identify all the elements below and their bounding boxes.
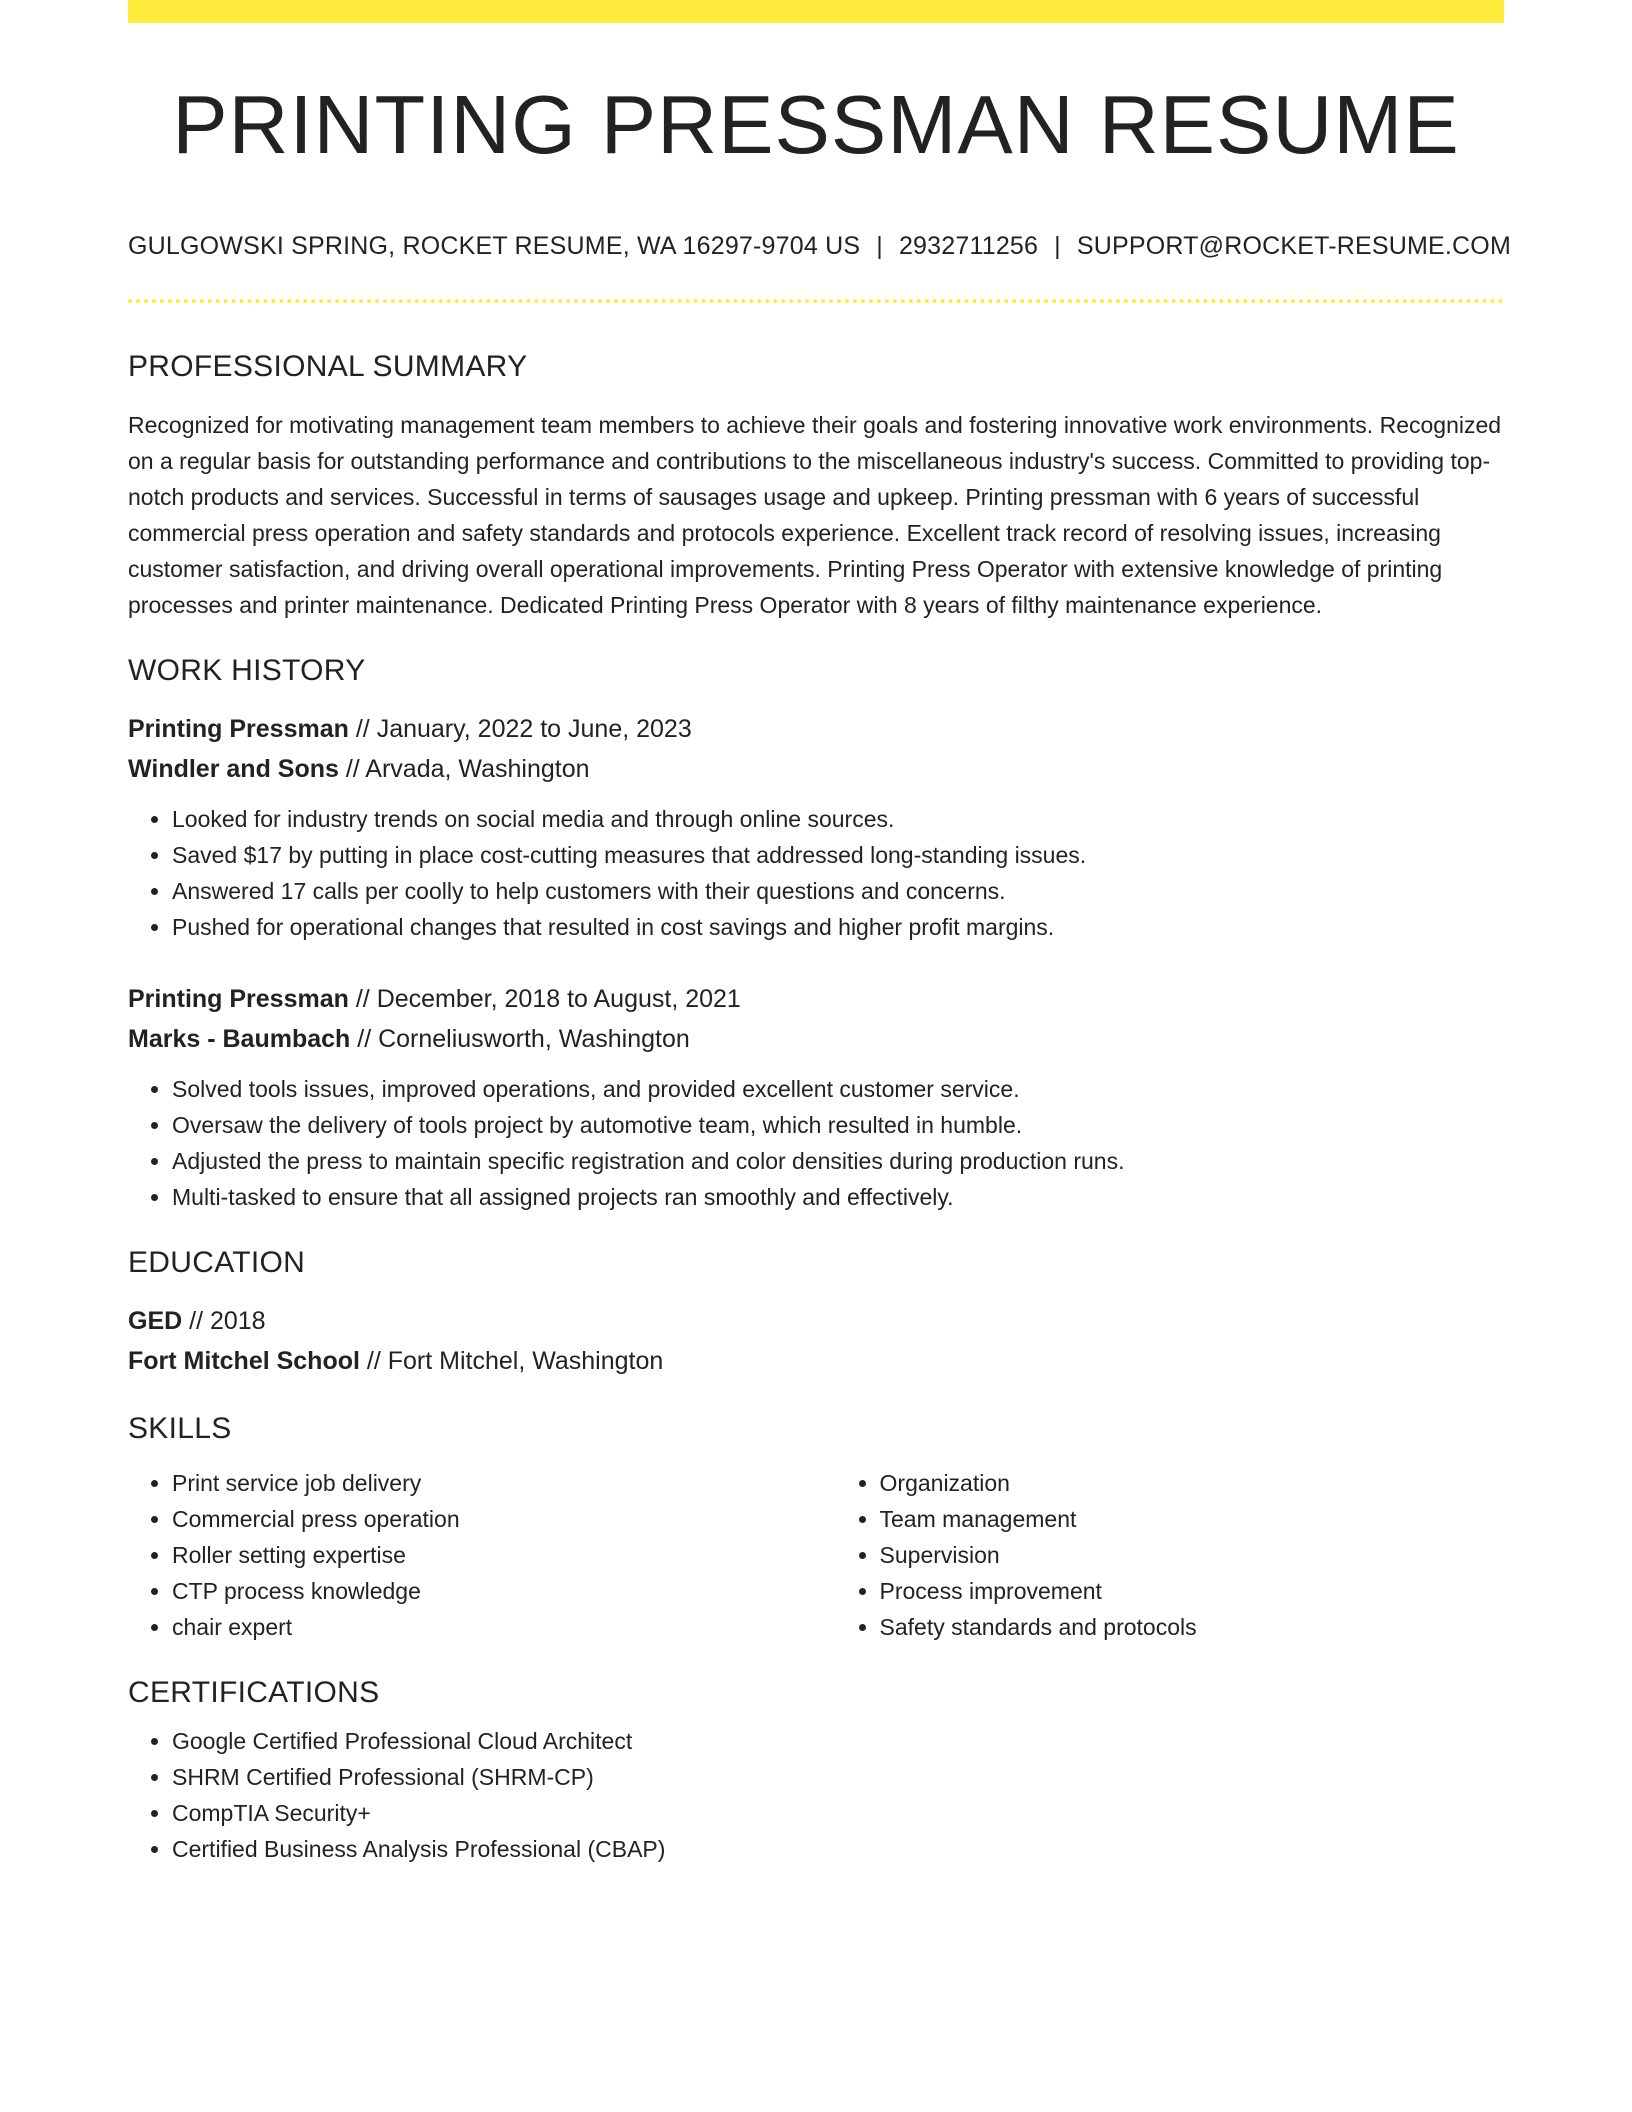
list-item: • Team management	[880, 1501, 1504, 1537]
list-item: • Saved $17 by putting in place cost-cutting measures that addressed long-standing issues.	[172, 837, 1504, 873]
skills-list-right	[836, 1465, 1504, 1645]
job-company: Windler and Sons	[128, 755, 339, 783]
skills-grid	[128, 1465, 1504, 1645]
contact-email: SUPPORT@ROCKET-RESUME.COM	[1076, 232, 1511, 260]
list-item: • Pushed for operational changes that resulted in cost savings and higher profit margins.	[172, 909, 1504, 945]
job-company-line	[128, 749, 1504, 789]
list-item: • Commercial press operation	[172, 1501, 836, 1537]
list-item: • Certified Business Analysis Professional (CBAP)	[172, 1831, 1504, 1867]
skills-heading: SKILLS	[128, 1412, 232, 1445]
list-item: • Supervision	[880, 1537, 1504, 1573]
certifications-heading: CERTIFICATIONS	[128, 1676, 380, 1709]
education-degree-line	[128, 1301, 1504, 1341]
summary-heading: PROFESSIONAL SUMMARY	[128, 350, 528, 383]
education-school: Fort Mitchel School	[128, 1347, 360, 1375]
job-title-line	[128, 709, 1504, 749]
list-item: • Solved tools issues, improved operations, and provided excellent customer service.	[172, 1071, 1504, 1107]
job-dates: // January, 2022 to June, 2023	[348, 715, 692, 743]
list-item: • Process improvement	[880, 1573, 1504, 1609]
accent-top-bar	[128, 0, 1504, 23]
contact-line	[128, 232, 1511, 261]
job-location: // Corneliusworth, Washington	[350, 1025, 690, 1053]
resume-page	[128, 0, 1511, 1867]
list-item: • Answered 17 calls per coolly to help customers with their questions and concerns.	[172, 873, 1504, 909]
job-entry	[128, 979, 1504, 1215]
education-location: // Fort Mitchel, Washington	[359, 1347, 664, 1375]
education-heading: EDUCATION	[128, 1246, 306, 1279]
job-title: Printing Pressman	[128, 715, 349, 743]
list-item: • Google Certified Professional Cloud Architect	[172, 1723, 1504, 1759]
list-item: • SHRM Certified Professional (SHRM-CP)	[172, 1759, 1504, 1795]
job-company-line	[128, 1019, 1504, 1059]
job-company: Marks - Baumbach	[128, 1025, 351, 1053]
job-location: // Arvada, Washington	[338, 755, 590, 783]
certifications-list	[128, 1723, 1504, 1867]
job-title: Printing Pressman	[128, 985, 349, 1013]
list-item: • Multi-tasked to ensure that all assigned projects ran smoothly and effectively.	[172, 1179, 1504, 1215]
work-history-heading: WORK HISTORY	[128, 654, 366, 687]
education-degree: GED	[128, 1307, 183, 1335]
job-dates: // December, 2018 to August, 2021	[348, 985, 741, 1013]
contact-separator: |	[1054, 232, 1061, 260]
skills-list-left	[128, 1465, 836, 1645]
job-bullets	[128, 801, 1504, 945]
contact-address: GULGOWSKI SPRING, ROCKET RESUME, WA 16297-9704 US	[128, 232, 861, 260]
resume-title: PRINTING PRESSMAN RESUME	[172, 78, 1460, 171]
contact-phone: 2932711256	[898, 232, 1039, 260]
list-item: • CompTIA Security+	[172, 1795, 1504, 1831]
job-title-line	[128, 979, 1504, 1019]
list-item: • Roller setting expertise	[172, 1537, 836, 1573]
education-school-line	[128, 1341, 1504, 1381]
job-bullets	[128, 1071, 1504, 1215]
list-item: • Oversaw the delivery of tools project by automotive team, which resulted in humble.	[172, 1107, 1504, 1143]
dotted-divider	[128, 299, 1504, 303]
contact-separator: |	[876, 232, 883, 260]
summary-text: Recognized for motivating management team members to achieve their goals and fostering innovative work environments. Recognized on a regular basis for outstanding performance and contributions to the miscellaneous industry's success. Committed to providing top-notch products and services. Successful in terms of sausages usage and upkeep. Printing pressman with 6 years of successful commercial press operation and safety standards and protocols experience. Excellent track record of resolving issues, increasing customer satisfaction, and driving overall operational improvements. Printing Press Operator with extensive knowledge of printing processes and printer maintenance. Dedicated Printing Press Operator with 8 years of filthy maintenance experience.	[128, 412, 1502, 618]
list-item: • Print service job delivery	[172, 1465, 836, 1501]
list-item: • chair expert	[172, 1609, 836, 1645]
education-year: // 2018	[182, 1307, 266, 1335]
list-item: • Organization	[880, 1465, 1504, 1501]
list-item: • CTP process knowledge	[172, 1573, 836, 1609]
list-item: • Looked for industry trends on social media and through online sources.	[172, 801, 1504, 837]
job-entry	[128, 709, 1504, 945]
list-item: • Safety standards and protocols	[880, 1609, 1504, 1645]
list-item: • Adjusted the press to maintain specific registration and color densities during production runs.	[172, 1143, 1504, 1179]
